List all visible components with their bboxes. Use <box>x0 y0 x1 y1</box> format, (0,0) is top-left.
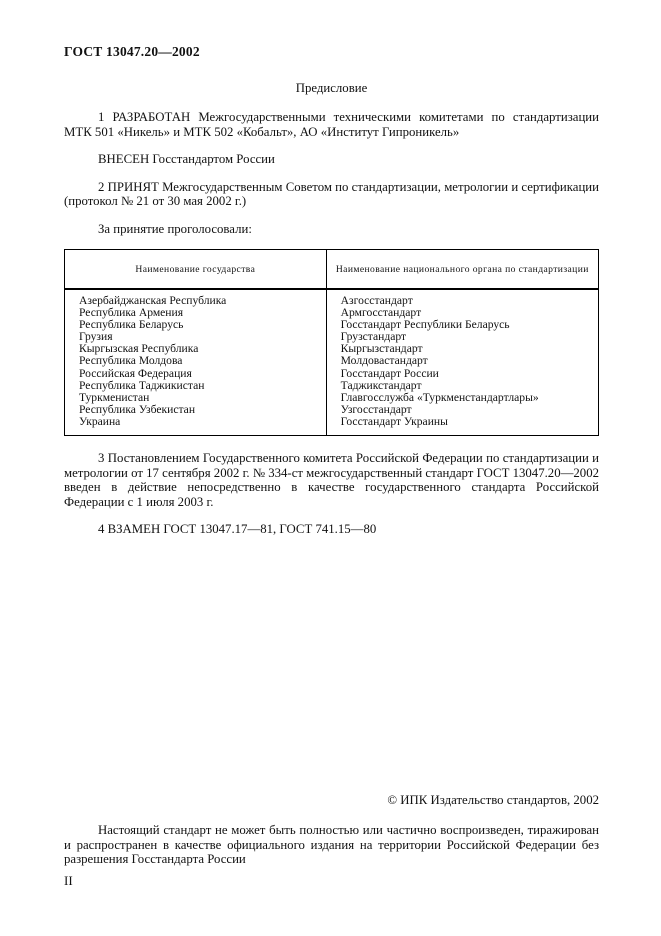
table-row <box>65 289 599 307</box>
cell-state: Украина <box>65 416 327 436</box>
cell-org: Кыргызстандарт <box>340 342 423 356</box>
cell-state: Республика Беларусь <box>65 319 327 331</box>
table-row <box>65 368 599 380</box>
footer-notice: Настоящий стандарт не может быть полностью или частично воспроизведен, тиражирован и распространен в качестве официального издания на территории Российской Федерации без разрешения Госстандарта России <box>64 823 599 867</box>
cell-state: Туркменистан <box>65 392 327 404</box>
table-row <box>65 416 599 436</box>
cell-state: Республика Таджикистан <box>65 380 327 392</box>
cell-org: Грузстандарт <box>340 330 407 344</box>
cell-org: Молдовастандарт <box>340 354 428 368</box>
copyright-line: © ИПК Издательство стандартов, 2002 <box>387 792 599 807</box>
cell-org: Госстандарт России <box>340 366 439 380</box>
cell-state: Кыргызская Республика <box>65 343 327 355</box>
cell-state: Республика Молдова <box>65 355 327 367</box>
cell-org: Главгосслужба «Туркменстандартлары» <box>340 390 539 404</box>
cell-state: Азербайджанская Республика <box>65 289 327 307</box>
cell-state: Республика Узбекистан <box>65 404 327 416</box>
page-title: Предисловие <box>295 80 368 95</box>
cell-org: Азгосстандарт <box>340 294 413 307</box>
table-row <box>65 355 599 367</box>
voting-table <box>64 249 599 436</box>
paragraph-vote-intro: За принятие проголосовали: <box>98 221 252 236</box>
paragraph-submitted: ВНЕСЕН Госстандартом России <box>98 152 275 166</box>
table-row <box>65 380 599 392</box>
column-header-state: Наименование государства <box>65 250 327 290</box>
cell-org: Госстандарт Республики Беларусь <box>340 318 510 332</box>
paragraph-developed: 1 РАЗРАБОТАН Межгосударственными техническими комитетами по стандартизации МТК 501 «Никель» и МТК 502 «Кобальт», АО «Институт Гипроникель» <box>64 110 599 139</box>
cell-org: Госстандарт Украины <box>340 414 448 428</box>
cell-org: Армгосстандарт <box>340 306 422 320</box>
column-header-org: Наименование национального органа по стандартизации <box>326 250 598 290</box>
cell-state: Грузия <box>65 331 327 343</box>
cell-org: Таджикстандарт <box>340 378 422 392</box>
paragraph-replaces: 4 ВЗАМЕН ГОСТ 13047.17—81, ГОСТ 741.15—80 <box>98 522 377 537</box>
paragraph-decree: 3 Постановлением Государственного комитета Российской Федерации по стандартизации и метрологии от 17 сентября 2002 г. № 334-ст межгосударственный стандарт ГОСТ 13047.20—2002 введен в действие непосредственно в качестве государственного стандарта Российской Федерации с 1 июля 2003 г. <box>64 451 599 509</box>
paragraph-adopted: 2 ПРИНЯТ Межгосударственным Советом по стандартизации, метрологии и сертификации (протокол № 21 от 30 мая 2002 г.) <box>64 179 599 208</box>
voting-table-header <box>65 250 599 290</box>
cell-state: Республика Армения <box>65 307 327 319</box>
table-row <box>65 404 599 416</box>
page-number: II <box>64 872 73 888</box>
standard-designation: ГОСТ 13047.20—2002 <box>64 44 200 59</box>
cell-org: Узгосстандарт <box>340 402 412 416</box>
cell-state: Российская Федерация <box>65 368 327 380</box>
voting-table-body <box>65 289 599 436</box>
table-row <box>65 319 599 331</box>
